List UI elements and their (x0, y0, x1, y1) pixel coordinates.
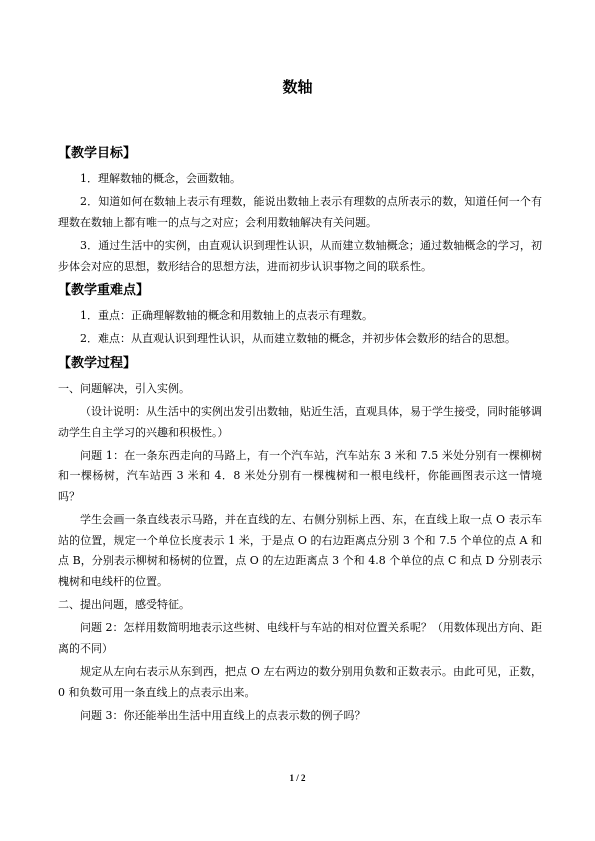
objective-item-2: 2．知道如何在数轴上表示有理数，能说出数轴上表示有理数的点所表示的数，知道任何一个有理数在数轴上都有唯一的点与之对应；会利用数轴解决有关问题。 (58, 195, 542, 229)
document-body (58, 143, 542, 729)
key-point-item-2: 2．难点：从直观认识到理性认识，从而建立数轴的概念，并初步体会数形的结合的思想。 (80, 332, 516, 346)
section-heading-process: 【教学过程】 (58, 355, 137, 371)
design-note: （设计说明：从生活中的实例出发引出数轴，贴近生活，直观具体，易于学生接受，同时能够调动学生自主学习的兴趣和积极性。） (58, 405, 542, 439)
key-point-item-1: 1．重点：正确理解数轴的概念和用数轴上的点表示有理数。 (80, 309, 373, 323)
process-step-2-heading: 二、提出问题，感受特征。 (58, 597, 190, 611)
document-title: 数轴 (282, 78, 313, 96)
rule-explanation: 规定从左向右表示从东到西，把点 O 左右两边的数分别用负数和正数表示。由此可见，正数，0 和负数可用一条直线上的点表示出来。 (58, 665, 542, 699)
student-answer-1: 学生会画一条直线表示马路，并在直线的左、右侧分别标上西、东，在直线上取一点 O 表示车站的位置，规定一个单位长度表示 1 米，于是点 O 的右边距离点分别 3 个和 7.5 个单位的点 A 和点 B，分别表示柳树和杨树的位置，点 O 的左边距离点 3 个和 4.8 个单位的点 C 和点 D 分别表示槐树和电线杆的位置。 (58, 513, 542, 588)
question-1: 问题 1：在一条东西走向的马路上，有一个汽车站，汽车站东 3 米和 7.5 米处分别有一棵柳树和一棵杨树，汽车站西 3 米和 4．8 米处分别有一棵槐树和一根电线杆，你能画图表示这一情境吗？ (58, 449, 542, 503)
section-heading-objectives: 【教学目标】 (58, 146, 137, 161)
question-3: 问题 3：你还能举出生活中用直线上的点表示数的例子吗？ (80, 708, 366, 722)
objective-item-1: 1．理解数轴的概念，会画数轴。 (80, 172, 241, 185)
section-heading-key-points: 【教学重难点】 (58, 283, 150, 299)
process-step-1-heading: 一、问题解决，引入实例。 (58, 381, 190, 395)
page-number: 1 / 2 (289, 773, 306, 783)
question-2: 问题 2：怎样用数简明地表示这些树、电线杆与车站的相对位置关系呢？（用数体现出方向、距离的不同） (58, 621, 542, 655)
objective-item-3: 3．通过生活中的实例，由直观认识到理性认识，从而建立数轴概念；通过数轴概念的学习，初步体会对应的思想，数形结合的思想方法，进而初步认识事物之间的联系性。 (58, 239, 542, 273)
